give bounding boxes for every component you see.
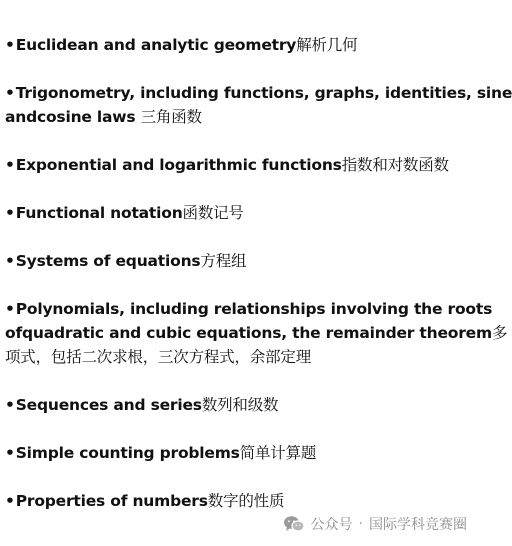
item-text: Simple counting problems: [15, 444, 240, 462]
item-text: Sequences and series: [15, 396, 202, 414]
item-text-zh: 解析几何: [296, 36, 358, 54]
item-text: Properties of numbers: [15, 492, 208, 510]
list-item-systems-of-equations: •Systems of equations方程组: [5, 252, 247, 270]
list-item-properties-of-numbers: •Properties of numbers数字的性质: [5, 492, 285, 510]
item-text: Polynomials, including relationships involving the roots: [15, 300, 493, 318]
item-text-zh: 指数和对数函数: [341, 156, 449, 174]
wechat-logo-icon: [283, 515, 305, 533]
watermark-separator: ·: [358, 516, 363, 532]
wechat-watermark: [283, 514, 467, 534]
item-text: Functional notation: [15, 204, 183, 222]
item-text: Exponential and logarithmic functions: [15, 156, 342, 174]
item-text-zh: 函数记号: [182, 204, 244, 222]
item-text: Euclidean and analytic geometry: [15, 36, 297, 54]
item-text: Trigonometry, including functions, graphs, identities, sine: [15, 84, 512, 102]
list-item-trigonometry: •Trigonometry, including functions, graphs, identities, sine andcosine laws 三角函数: [5, 84, 512, 126]
list-item-functional-notation: •Functional notation函数记号: [5, 204, 244, 222]
item-text-line2: ofquadratic and cubic equations, the remainder theorem: [5, 324, 492, 342]
item-text-zh: 三角函数: [140, 108, 202, 126]
list-item-exponential-log: •Exponential and logarithmic functions指数和对数函数: [5, 156, 449, 174]
list-item-sequences-series: •Sequences and series数列和级数: [5, 396, 279, 414]
watermark-account-type: 公众号: [310, 517, 353, 533]
item-text: Systems of equations: [15, 252, 201, 270]
item-text-zh: 多: [491, 324, 508, 342]
item-text-zh-line3: 项式，包括二次求根，三次方程式，余部定理: [5, 348, 312, 366]
item-text-zh: 数字的性质: [207, 492, 285, 510]
item-text-zh: 方程组: [200, 252, 247, 270]
item-text-line2: andcosine laws: [5, 108, 141, 126]
item-text-zh: 数列和级数: [201, 396, 279, 414]
list-item-counting-problems: •Simple counting problems简单计算题: [5, 444, 317, 462]
list-item-euclidean-geometry: •Euclidean and analytic geometry解析几何: [5, 36, 358, 54]
item-text-zh: 简单计算题: [239, 444, 317, 462]
watermark-account-name: 国际学科竞赛圈: [369, 517, 467, 533]
list-item-polynomials: •Polynomials, including relationships involving the roots ofquadratic and cubic equations, the remainder theorem多 项式，包括二次求根，三次方程式，余部定理: [5, 297, 487, 369]
